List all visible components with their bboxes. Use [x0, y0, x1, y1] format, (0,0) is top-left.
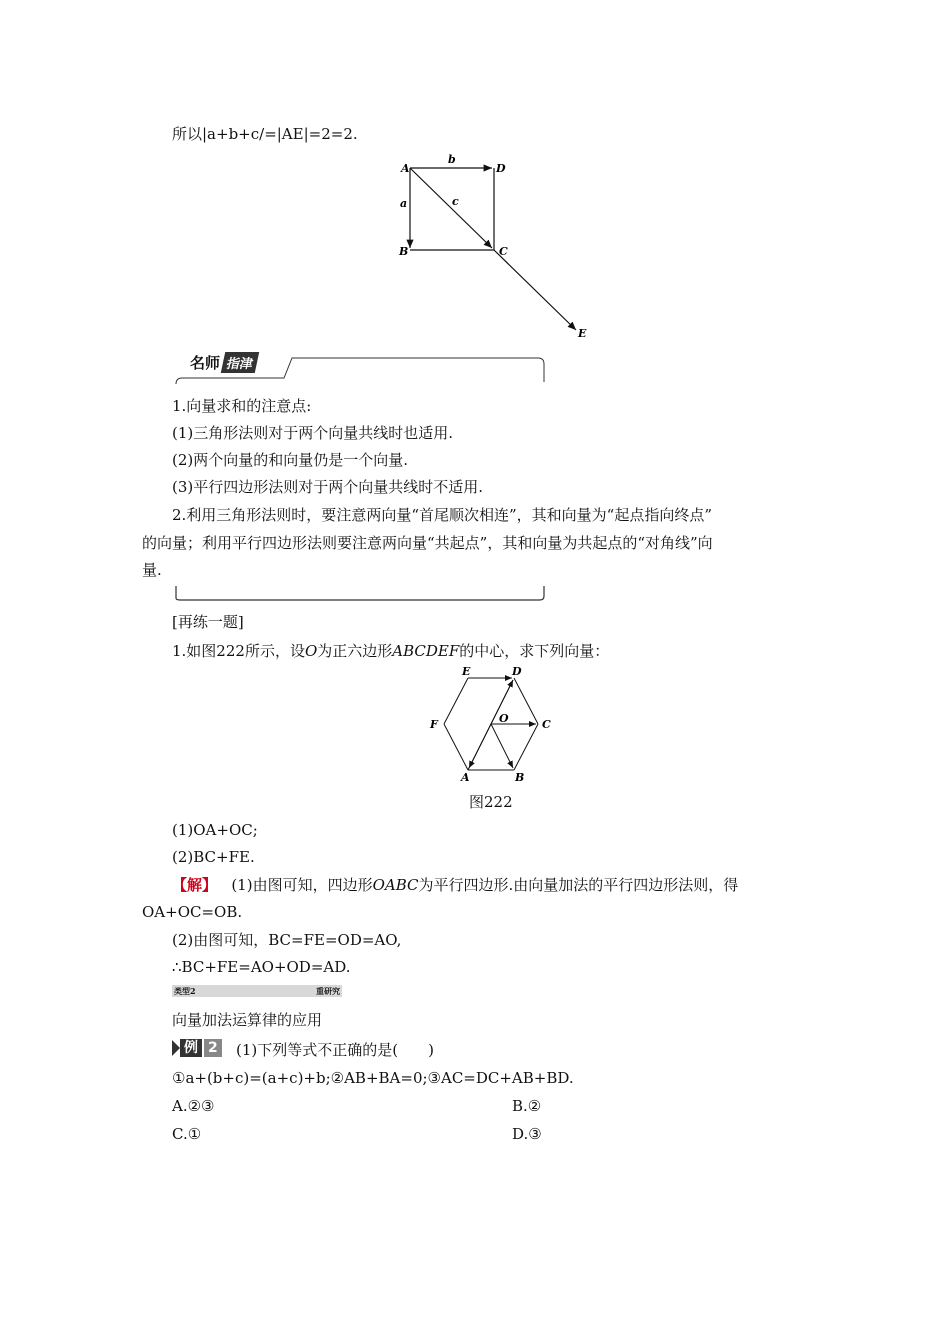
solution1-c: 为平行四边形.由向量加法的平行四边形法则，得: [418, 876, 739, 894]
practice-heading: [再练一题]: [172, 613, 244, 631]
edge-FE: [444, 678, 468, 724]
square-vector-figure: [390, 150, 600, 345]
figure-caption: 图222: [469, 793, 513, 811]
hexagon-figure: [424, 664, 564, 786]
intro-text: 所以|a+b+c/=|AE|=2=2.: [172, 125, 358, 143]
tip-p2-line3: 量.: [142, 561, 162, 579]
example-num: 2: [204, 1039, 222, 1057]
type-bar-left: 类型2: [174, 986, 196, 996]
vector-ce-line: [494, 250, 576, 330]
example-badge: [172, 1039, 222, 1057]
hex-label-A: A: [461, 771, 470, 784]
teacher-box-title-tag: 指津: [221, 352, 259, 373]
label-E: E: [578, 327, 587, 340]
practice-question-suffix: 的中心，求下列向量：: [459, 642, 610, 660]
label-C: C: [499, 245, 508, 258]
practice-question-abcdef: ABCDEF: [392, 642, 460, 660]
solution2-a: (2)由图可知，BC=FE=OD=AO,: [172, 931, 402, 949]
practice-item1: (1)OA+OC;: [172, 821, 258, 839]
tip-p2-line1: 2.利用三角形法则时，要注意两向量“首尾顺次相连”，其和向量为“起点指向终点”: [172, 506, 712, 524]
edge-DC: [514, 678, 538, 724]
teacher-box-title: [190, 352, 257, 373]
edge-CB: [514, 724, 538, 770]
example-formula: ①a+(b+c)=(a+c)+b;②AB+BA=0;③AC=DC+AB+BD.: [172, 1069, 574, 1087]
practice-question: [172, 641, 609, 661]
option-b: B.②: [512, 1097, 542, 1115]
solution-tag: 【解】: [172, 876, 218, 894]
teacher-box-title-main: 名师: [190, 354, 221, 372]
tip-p1: 1.向量求和的注意点:: [172, 397, 312, 415]
solution1-d: OA+OC=OB.: [142, 903, 243, 921]
label-b: b: [448, 153, 456, 166]
label-D: D: [496, 162, 506, 175]
edge-AF: [444, 724, 468, 770]
solution1-a: (1)由图可知，四边形: [231, 876, 373, 894]
option-d: D.③: [512, 1125, 542, 1143]
solution-line1: [172, 875, 738, 895]
practice-question-prefix: 1.如图222所示，设: [172, 642, 305, 660]
example-arrow-icon: [172, 1040, 180, 1056]
intro-line: [172, 124, 358, 144]
practice-question-mid: 为正六边形: [317, 642, 393, 660]
label-a: a: [400, 197, 408, 210]
practice-item2: (2)BC+FE.: [172, 848, 255, 866]
hex-label-D: D: [512, 665, 522, 678]
type-bar-right: 重研究: [316, 986, 340, 996]
example-tag: 例: [180, 1039, 202, 1057]
solution2-b: ∴BC+FE=AO+OD=AD.: [172, 958, 351, 976]
label-A: A: [401, 162, 410, 175]
hex-label-E: E: [462, 665, 471, 678]
tip-p1b: (2)两个向量的和向量仍是一个向量.: [172, 451, 409, 469]
vector-c-line: [410, 168, 492, 248]
vector-OB: [491, 724, 513, 768]
tip-p1a: (1)三角形法则对于两个向量共线时也适用.: [172, 424, 454, 442]
section-title: 向量加法运算律的应用: [172, 1011, 323, 1029]
hex-label-B: B: [515, 771, 525, 784]
hex-label-O: O: [499, 712, 509, 725]
hex-label-F: F: [430, 718, 438, 731]
label-c: c: [452, 195, 459, 208]
type-bar: [172, 985, 342, 997]
hex-label-C: C: [542, 718, 551, 731]
tip-p2-line2: 的向量；利用平行四边形法则要注意两向量“共起点”，其和向量为共起点的“对角线”向: [142, 534, 713, 552]
label-B: B: [399, 245, 409, 258]
tip-p1c: (3)平行四边形法则对于两个向量共线时不适用.: [172, 478, 484, 496]
solution1-b: OABC: [372, 876, 419, 894]
option-a: A.②③: [172, 1097, 215, 1115]
example-question: (1)下列等式不正确的是( ): [236, 1041, 434, 1059]
practice-question-o: O: [304, 642, 318, 660]
option-c: C.①: [172, 1125, 202, 1143]
